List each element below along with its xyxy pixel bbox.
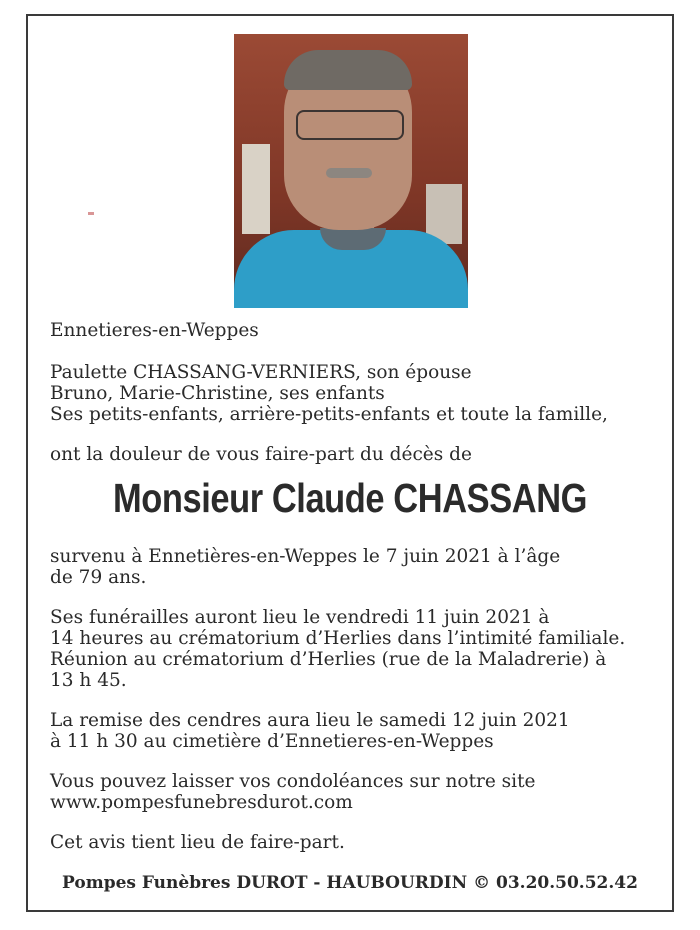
closing-line: Cet avis tient lieu de faire-part. <box>50 832 345 853</box>
announcement-line: ont la douleur de vous faire-part du décès de <box>50 444 472 465</box>
death-line: de 79 ans. <box>50 567 147 588</box>
death-line: survenu à Ennetières-en-Weppes le 7 juin 2021 à l’âge <box>50 546 561 567</box>
portrait-photo <box>234 34 468 308</box>
photo-hair <box>284 50 412 90</box>
photo-glasses <box>296 110 404 140</box>
funeral-line: 14 heures au crématorium d’Herlies dans l’intimité familiale. <box>50 628 626 649</box>
scan-speck <box>88 212 94 215</box>
location-line: Ennetieres-en-Weppes <box>50 320 259 341</box>
family-line: Paulette CHASSANG-VERNIERS, son épouse <box>50 362 472 383</box>
condolences-line: Vous pouvez laisser vos condoléances sur notre site <box>50 771 536 792</box>
photo-mustache <box>326 168 372 178</box>
deceased-name: Monsieur Claude CHASSANG <box>112 475 588 521</box>
ashes-line: La remise des cendres aura lieu le samedi 12 juin 2021 <box>50 710 570 731</box>
website-link[interactable]: www.pompesfunebresdurot.com <box>50 792 353 813</box>
funeral-line: Réunion au crématorium d’Herlies (rue de la Maladrerie) à <box>50 649 607 670</box>
photo-window <box>242 144 270 234</box>
funeral-line: 13 h 45. <box>50 670 127 691</box>
ashes-line: à 11 h 30 au cimetière d’Ennetieres-en-Weppes <box>50 731 494 752</box>
funeral-home-footer: Pompes Funèbres DUROT - HAUBOURDIN © 03.20.50.52.42 <box>62 873 638 893</box>
family-line: Bruno, Marie-Christine, ses enfants <box>50 383 385 404</box>
family-line: Ses petits-enfants, arrière-petits-enfants et toute la famille, <box>50 404 608 425</box>
funeral-line: Ses funérailles auront lieu le vendredi 11 juin 2021 à <box>50 607 550 628</box>
